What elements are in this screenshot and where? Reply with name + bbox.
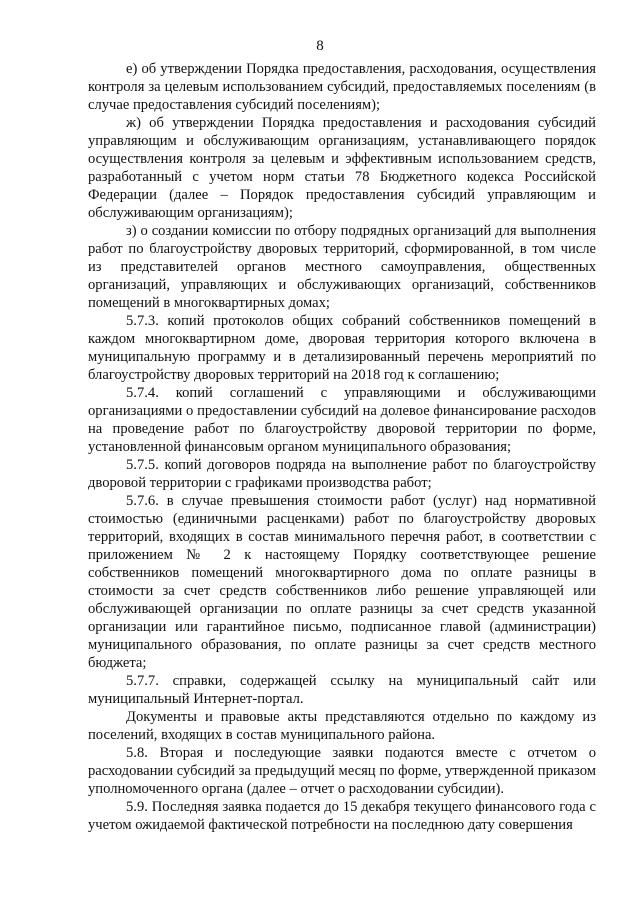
paragraph-z: з) о создании комиссии по отбору подрядных организаций для выполнения работ по благоустройству дворовых территорий, сформированной, в том числе из представителей органов местного самоуправления, общественных организаций, управляющих и обслуживающих организаций, собственников помещений в многоквартирных домах; <box>88 223 596 311</box>
paragraph-documents: Документы и правовые акты представляются отдельно по каждому из поселений, входящих в состав муниципального района. <box>88 709 596 743</box>
paragraph-5-7-6: 5.7.6. в случае превышения стоимости работ (услуг) над нормативной стоимостью (единичными расценками) работ по благоустройству дворовых территорий, входящих в состав минимального перечня работ, в соответствии с приложением № 2 к настоящему Порядку соответствующее решение собственников помещений многоквартирного дома по оплате разницы в стоимости за счет средств собственников либо решение управляющей или обслуживающей организации по оплате разницы за счет средств указанной организации или гарантийное письмо, подписанное главой (администрации) муниципального образования, по оплате разницы за счет средств местного бюджета; <box>88 493 596 671</box>
document-body <box>88 60 596 834</box>
paragraph-5-7-3: 5.7.3. копий протоколов общих собраний собственников помещений в каждом многоквартирном доме, дворовая территория которого включена в муниципальную программу и в детализированный перечень мероприятий по благоустройству дворовых территорий на 2018 год к соглашению; <box>88 313 596 383</box>
paragraph-5-7-7: 5.7.7. справки, содержащей ссылку на муниципальный сайт или муниципальный Интернет-портал. <box>88 673 596 707</box>
paragraph-zh: ж) об утверждении Порядка предоставления и расходования субсидий управляющим и обслуживающим организациям, устанавливающего порядок осуществления контроля за целевым и эффективным использованием средств, разработанный с учетом норм статьи 78 Бюджетного кодекса Российской Федерации (далее – Порядок предоставления субсидий управляющим и обслуживающим организациям); <box>88 115 596 221</box>
paragraph-5-8: 5.8. Вторая и последующие заявки подаются вместе с отчетом о расходовании субсидий за предыдущий месяц по форме, утвержденной приказом уполномоченного органа (далее – отчет о расходовании субсидии). <box>88 745 596 797</box>
paragraph-5-7-5: 5.7.5. копий договоров подряда на выполнение работ по благоустройству дворовой территории с графиками производства работ; <box>88 457 596 491</box>
paragraph-5-7-4: 5.7.4. копий соглашений с управляющими и обслуживающими организациями о предоставлении субсидий на долевое финансирование расходов на проведение работ по благоустройству дворовой территории по форме, установленной финансовым органом муниципального образования; <box>88 385 596 455</box>
paragraph-e: е) об утверждении Порядка предоставления, расходования, осуществления контроля за целевым использованием субсидий, предоставляемых поселениям (в случае предоставления субсидий поселениям); <box>88 61 596 113</box>
paragraph-5-9: 5.9. Последняя заявка подается до 15 декабря текущего финансового года с учетом ожидаемой фактической потребности на последнюю дату совершения <box>88 799 596 833</box>
page-number: 8 <box>316 38 324 54</box>
